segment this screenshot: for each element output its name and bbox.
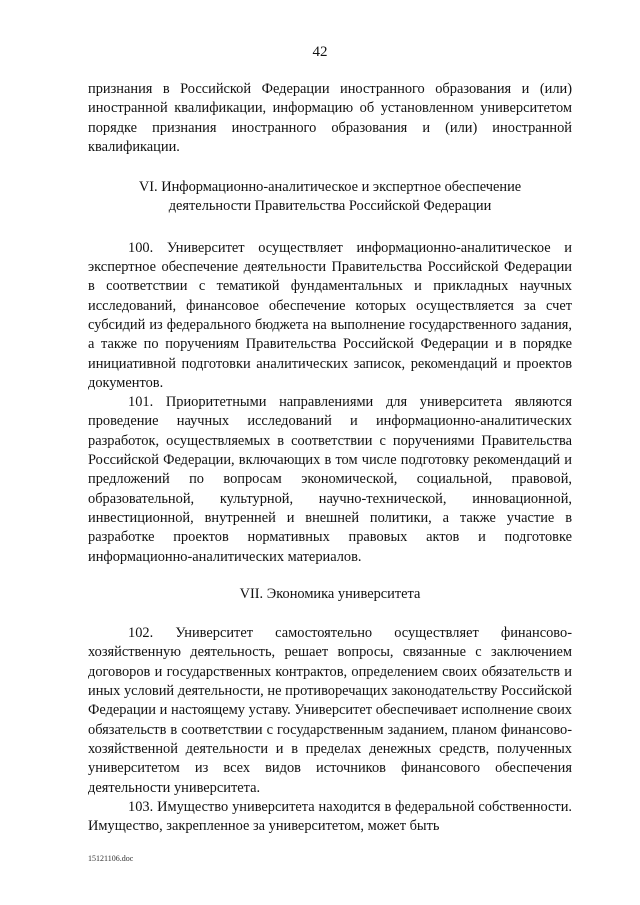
paragraph-102: 102. Университет самостоятельно осуществляет финансово-хозяйственную деятельность, решает вопросы, связанные с заключением договоров и государственных контрактов, определением своих обязательств и иных условий деятельности, не противоречащих законодательству Российской Федерации и настоящему уставу. Университет обеспечивает исполнение своих обязательств в соответствии с государственным заданием, планом финансово-хозяйственной деятельности и в пределах денежных средств, полученных университетом из всех видов источников финансового обеспечения деятельности университета.: [88, 625, 572, 796]
paragraph-100: 100. Университет осуществляет информационно-аналитическое и экспертное обеспечение деятельности Правительства Российской Федерации в соответствии с тематикой фундаментальных и прикладных научных исследований, финансовое обеспечение которых осуществляется за счет субсидий из федерального бюджета на выполнение государственного задания, а также по поручениям Правительства Российской Федерации и в порядке инициативной подготовки аналитических записок, рекомендаций и проектов документов.: [88, 239, 572, 391]
section-vi-title-line2: деятельности Правительства Российской Федерации: [168, 198, 492, 215]
footer-filename: 15121106.doc: [88, 854, 134, 863]
document-body: [88, 80, 572, 836]
section-vii-heading: VII. Экономика университета: [239, 585, 421, 602]
section-vi-heading: [88, 178, 572, 217]
page-number: 42: [312, 44, 328, 60]
paragraph-101: 101. Приоритетными направлениями для университета являются проведение научных исследований и информационно-аналитических разработок, осуществляемых в соответствии с поручениями Правительства Российской Федерации, включающих в том числе подготовку рекомендаций и предложений по вопросам экономической, социальной, правовой, образовательной, культурной, научно-технической, инновационной, инвестиционной, внутренней и внешней политики, а также участие в разработке проектов нормативных правовых актов и подготовке информационно-аналитических материалов.: [88, 394, 572, 565]
paragraph-103: 103. Имущество университета находится в федеральной собственности. Имущество, закрепленное за университетом, может быть: [88, 798, 572, 835]
paragraph-intro-continuation: признания в Российской Федерации иностранного образования и (или) иностранной квалификации, информацию об установленном университетом порядке признания иностранного образования и (или) иностранной квалификации.: [88, 81, 572, 155]
section-vi-title-line1: VI. Информационно-аналитическое и экспертное обеспечение: [138, 179, 522, 196]
